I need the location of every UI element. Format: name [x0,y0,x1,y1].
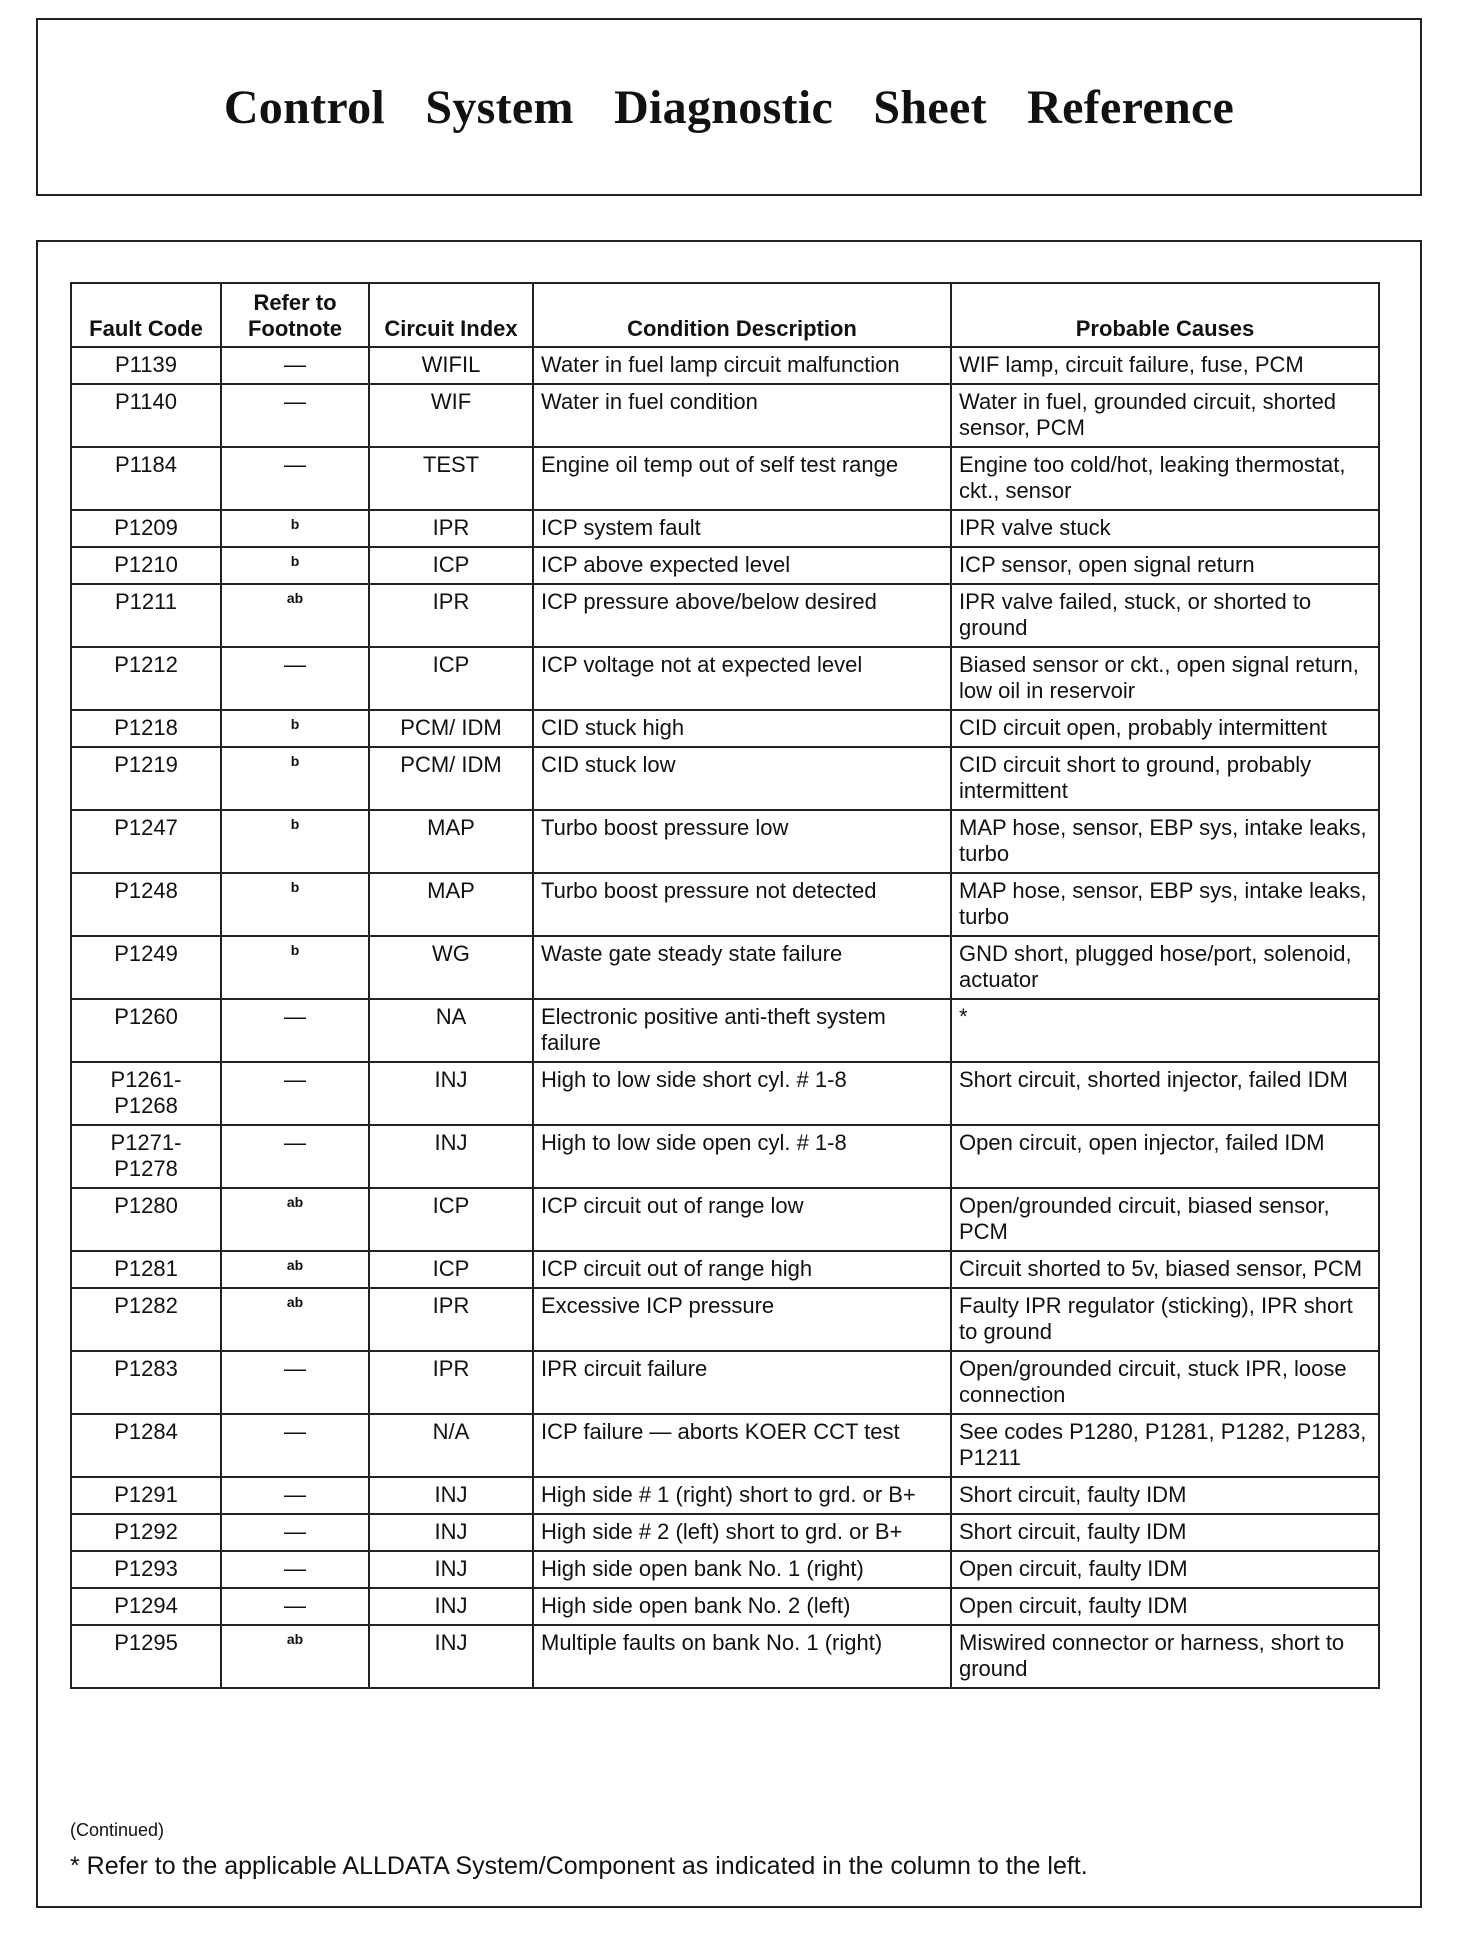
table-row [71,447,1379,510]
cell-circuit-index: INJ [369,1477,533,1514]
cell-condition: IPR circuit failure [533,1351,951,1414]
cell-causes: Open circuit, faulty IDM [951,1551,1379,1588]
cell-circuit-index: ICP [369,1251,533,1288]
table-row [71,1288,1379,1351]
table-row [71,873,1379,936]
cell-fault-code: P1218 [71,710,221,747]
cell-fault-code: P1219 [71,747,221,810]
cell-circuit-index: N/A [369,1414,533,1477]
table-row [71,1551,1379,1588]
cell-fault-code: P1271- P1278 [71,1125,221,1188]
cell-footnote: ab [221,584,369,647]
cell-condition: Electronic positive anti-theft system failure [533,999,951,1062]
cell-condition: ICP failure — aborts KOER CCT test [533,1414,951,1477]
cell-footnote: b [221,810,369,873]
cell-condition: Multiple faults on bank No. 1 (right) [533,1625,951,1688]
page-title: Control System Diagnostic Sheet Reference [223,80,1235,134]
cell-condition: ICP circuit out of range low [533,1188,951,1251]
cell-circuit-index: ICP [369,1188,533,1251]
table-body [71,347,1379,1688]
cell-circuit-index: WG [369,936,533,999]
cell-causes: CID circuit short to ground, probably intermittent [951,747,1379,810]
cell-footnote: — [221,1414,369,1477]
cell-footnote: b [221,710,369,747]
cell-circuit-index: IPR [369,1351,533,1414]
cell-fault-code: P1249 [71,936,221,999]
table-row [71,510,1379,547]
continued-note: (Continued) [70,1820,165,1840]
cell-condition: ICP pressure above/below desired [533,584,951,647]
cell-causes: Faulty IPR regulator (sticking), IPR short to ground [951,1288,1379,1351]
cell-footnote: — [221,647,369,710]
cell-circuit-index: WIFIL [369,347,533,384]
cell-condition: ICP above expected level [533,547,951,584]
table-row [71,584,1379,647]
cell-causes: Miswired connector or harness, short to ground [951,1625,1379,1688]
cell-fault-code: P1293 [71,1551,221,1588]
cell-causes: Open circuit, open injector, failed IDM [951,1125,1379,1188]
cell-causes: IPR valve failed, stuck, or shorted to ground [951,584,1379,647]
cell-condition: High side # 1 (right) short to grd. or B+ [533,1477,951,1514]
cell-footnote: ab [221,1251,369,1288]
cell-fault-code: P1184 [71,447,221,510]
cell-condition: ICP system fault [533,510,951,547]
footnote-star: * Refer to the applicable ALLDATA System/Component as indicated in the column to the left. [70,1852,1088,1880]
cell-footnote: b [221,510,369,547]
cell-fault-code: P1209 [71,510,221,547]
cell-causes: See codes P1280, P1281, P1282, P1283, P1211 [951,1414,1379,1477]
cell-causes: IPR valve stuck [951,510,1379,547]
cell-causes: Open/grounded circuit, biased sensor, PCM [951,1188,1379,1251]
cell-fault-code: P1261- P1268 [71,1062,221,1125]
cell-footnote: — [221,999,369,1062]
cell-fault-code: P1295 [71,1625,221,1688]
title-box [36,18,1422,196]
table-row [71,1188,1379,1251]
cell-fault-code: P1291 [71,1477,221,1514]
cell-circuit-index: INJ [369,1125,533,1188]
cell-condition: CID stuck low [533,747,951,810]
cell-fault-code: P1282 [71,1288,221,1351]
cell-circuit-index: INJ [369,1625,533,1688]
header-condition: Condition Description [533,283,951,347]
header-causes: Probable Causes [951,283,1379,347]
cell-footnote: — [221,1125,369,1188]
fault-code-table [70,282,1380,1689]
cell-footnote: — [221,1062,369,1125]
cell-fault-code: P1260 [71,999,221,1062]
cell-footnote: — [221,1351,369,1414]
cell-fault-code: P1247 [71,810,221,873]
cell-footnote: — [221,1551,369,1588]
table-row [71,1351,1379,1414]
header-circuit-index: Circuit Index [369,283,533,347]
cell-footnote: — [221,1477,369,1514]
cell-condition: Engine oil temp out of self test range [533,447,951,510]
cell-circuit-index: PCM/ IDM [369,710,533,747]
cell-condition: High to low side open cyl. # 1-8 [533,1125,951,1188]
cell-causes: * [951,999,1379,1062]
cell-causes: GND short, plugged hose/port, solenoid, actuator [951,936,1379,999]
table-row [71,1625,1379,1688]
cell-circuit-index: MAP [369,873,533,936]
cell-fault-code: P1211 [71,584,221,647]
cell-circuit-index: NA [369,999,533,1062]
cell-footnote: — [221,1514,369,1551]
cell-causes: MAP hose, sensor, EBP sys, intake leaks, turbo [951,810,1379,873]
cell-footnote: — [221,347,369,384]
cell-circuit-index: PCM/ IDM [369,747,533,810]
cell-footnote: b [221,747,369,810]
cell-causes: WIF lamp, circuit failure, fuse, PCM [951,347,1379,384]
cell-causes: Open/grounded circuit, stuck IPR, loose connection [951,1351,1379,1414]
cell-condition: High side # 2 (left) short to grd. or B+ [533,1514,951,1551]
table-row [71,1514,1379,1551]
cell-fault-code: P1292 [71,1514,221,1551]
cell-fault-code: P1280 [71,1188,221,1251]
cell-circuit-index: INJ [369,1062,533,1125]
cell-fault-code: P1284 [71,1414,221,1477]
cell-footnote: ab [221,1188,369,1251]
cell-circuit-index: IPR [369,1288,533,1351]
cell-condition: Water in fuel lamp circuit malfunction [533,347,951,384]
cell-footnote: ab [221,1625,369,1688]
cell-footnote: b [221,547,369,584]
cell-fault-code: P1248 [71,873,221,936]
cell-causes: Engine too cold/hot, leaking thermostat, ckt., sensor [951,447,1379,510]
cell-circuit-index: IPR [369,510,533,547]
table-row [71,1062,1379,1125]
cell-causes: Water in fuel, grounded circuit, shorted sensor, PCM [951,384,1379,447]
cell-fault-code: P1294 [71,1588,221,1625]
cell-causes: Circuit shorted to 5v, biased sensor, PCM [951,1251,1379,1288]
cell-condition: Water in fuel condition [533,384,951,447]
cell-fault-code: P1210 [71,547,221,584]
table-row [71,647,1379,710]
cell-circuit-index: IPR [369,584,533,647]
table-row [71,710,1379,747]
cell-circuit-index: ICP [369,647,533,710]
table-header-row [71,283,1379,347]
cell-causes: Open circuit, faulty IDM [951,1588,1379,1625]
header-fault-code: Fault Code [71,283,221,347]
cell-footnote: b [221,873,369,936]
cell-footnote: ab [221,1288,369,1351]
table-row [71,747,1379,810]
table-row [71,1414,1379,1477]
cell-condition: High to low side short cyl. # 1-8 [533,1062,951,1125]
header-footnote: Refer to Footnote [221,283,369,347]
cell-condition: ICP voltage not at expected level [533,647,951,710]
table-frame [36,240,1422,1908]
cell-condition: CID stuck high [533,710,951,747]
cell-fault-code: P1212 [71,647,221,710]
cell-circuit-index: INJ [369,1514,533,1551]
table-row [71,1588,1379,1625]
cell-causes: Biased sensor or ckt., open signal return, low oil in reservoir [951,647,1379,710]
table-row [71,999,1379,1062]
cell-causes: Short circuit, faulty IDM [951,1514,1379,1551]
cell-circuit-index: ICP [369,547,533,584]
cell-footnote: — [221,1588,369,1625]
cell-condition: Waste gate steady state failure [533,936,951,999]
cell-condition: Excessive ICP pressure [533,1288,951,1351]
table-row [71,1251,1379,1288]
cell-condition: High side open bank No. 1 (right) [533,1551,951,1588]
cell-circuit-index: TEST [369,447,533,510]
cell-footnote: — [221,384,369,447]
cell-footnote: — [221,447,369,510]
cell-causes: Short circuit, faulty IDM [951,1477,1379,1514]
cell-condition: ICP circuit out of range high [533,1251,951,1288]
table-row [71,936,1379,999]
cell-condition: Turbo boost pressure low [533,810,951,873]
table-row [71,547,1379,584]
cell-causes: Short circuit, shorted injector, failed IDM [951,1062,1379,1125]
table-row [71,384,1379,447]
table-row [71,810,1379,873]
cell-causes: CID circuit open, probably intermittent [951,710,1379,747]
cell-circuit-index: INJ [369,1551,533,1588]
cell-fault-code: P1140 [71,384,221,447]
cell-circuit-index: WIF [369,384,533,447]
cell-circuit-index: MAP [369,810,533,873]
cell-footnote: b [221,936,369,999]
cell-causes: MAP hose, sensor, EBP sys, intake leaks, turbo [951,873,1379,936]
cell-circuit-index: INJ [369,1588,533,1625]
cell-fault-code: P1283 [71,1351,221,1414]
cell-fault-code: P1139 [71,347,221,384]
cell-condition: Turbo boost pressure not detected [533,873,951,936]
cell-causes: ICP sensor, open signal return [951,547,1379,584]
cell-fault-code: P1281 [71,1251,221,1288]
table-row [71,347,1379,384]
table-row [71,1477,1379,1514]
cell-condition: High side open bank No. 2 (left) [533,1588,951,1625]
table-row [71,1125,1379,1188]
